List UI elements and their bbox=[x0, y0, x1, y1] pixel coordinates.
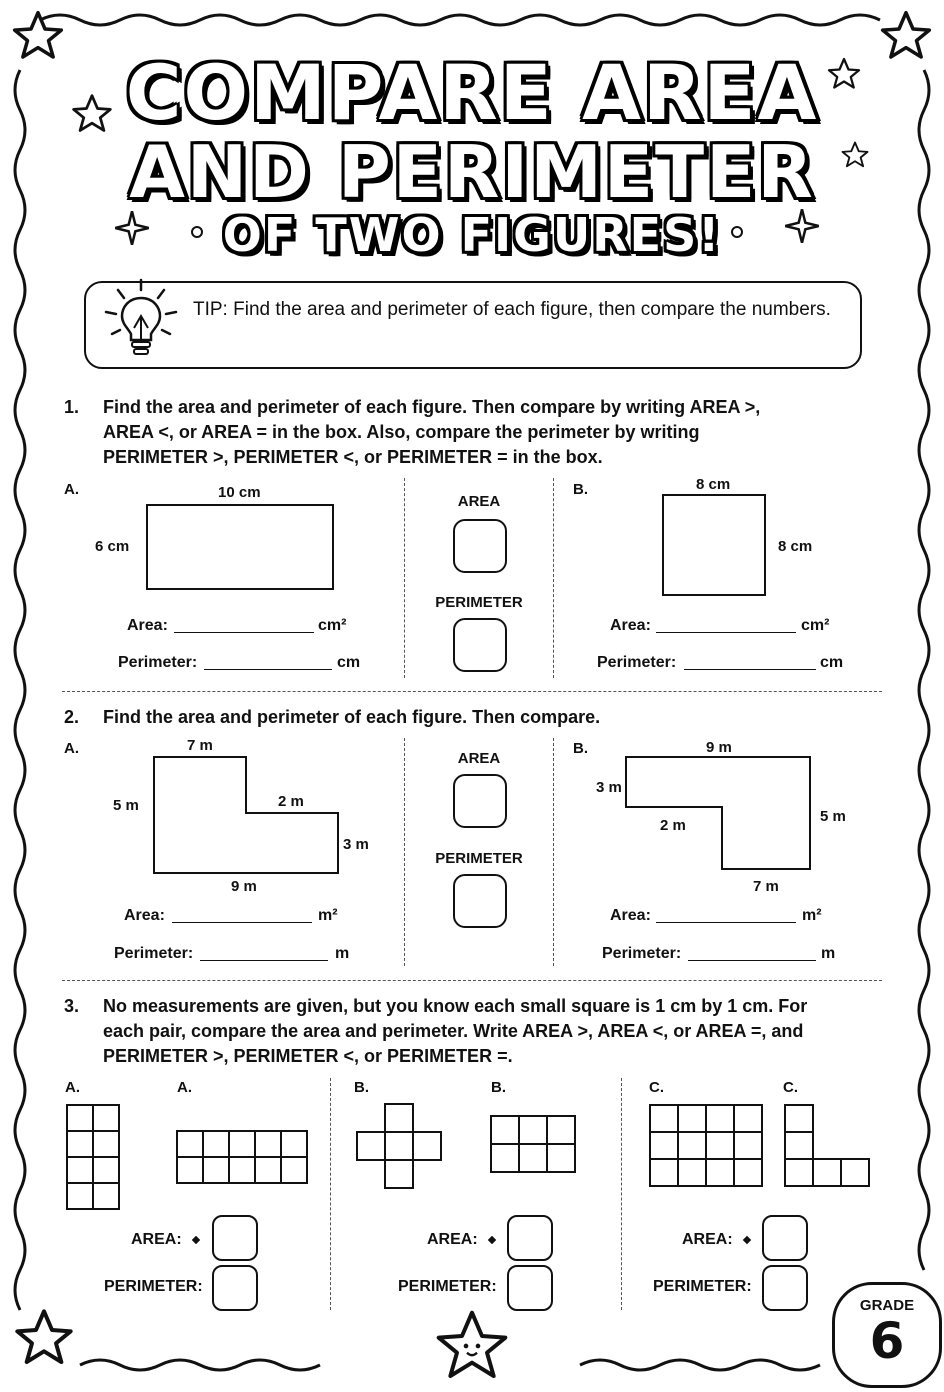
q1-area-answer-box[interactable] bbox=[453, 519, 507, 573]
q2-a-area-unit: m² bbox=[318, 907, 338, 924]
q1-a-side: 6 cm bbox=[95, 538, 130, 555]
q3-c-perim-label: PERIMETER: bbox=[653, 1278, 752, 1295]
q1-area-box-label: AREA bbox=[457, 493, 501, 510]
q2-a-step: 2 m bbox=[278, 793, 304, 810]
q2-a-perim-blank[interactable] bbox=[200, 960, 328, 961]
q3-b-perim-label: PERIMETER: bbox=[398, 1278, 497, 1295]
q2-b-perim-label: Perimeter: bbox=[602, 945, 682, 962]
q3-pair-a-right-label: A. bbox=[177, 1079, 192, 1096]
q2-area-answer-box[interactable] bbox=[453, 774, 507, 828]
q3-b-left-grid bbox=[356, 1103, 442, 1189]
q3-b-perim-box[interactable] bbox=[507, 1265, 553, 1311]
q3-a-perim-label: PERIMETER: bbox=[104, 1278, 203, 1295]
q3-pair-b-left-label: B. bbox=[354, 1079, 369, 1096]
title-line-2: AND PERIMETER bbox=[129, 130, 815, 214]
q2-b-right: 5 m bbox=[820, 808, 846, 825]
q1-b-perim-unit: cm bbox=[820, 654, 844, 671]
q1-a-perim-label: Perimeter: bbox=[118, 654, 198, 671]
q1-a-area-unit: cm² bbox=[318, 617, 347, 634]
q3-c-left-grid bbox=[649, 1104, 763, 1188]
q2-a-area-label: Area: bbox=[124, 907, 165, 924]
q3-b-area-box[interactable] bbox=[507, 1215, 553, 1261]
section-divider bbox=[62, 980, 882, 981]
title-line-1: COMPARE AREA bbox=[125, 48, 819, 137]
q1-b-area-blank[interactable] bbox=[656, 632, 796, 633]
q2-b-bottom: 7 m bbox=[753, 878, 779, 895]
q1-text: Find the area and perimeter of each figure. Then compare by writing AREA >, AREA <, or AREA = in the box. Also, compare the perimeter by writing PERIMETER >, PERIMETER <, or PERIMETER = in the box. bbox=[103, 397, 761, 467]
q3-pair-c-left-label: C. bbox=[649, 1079, 664, 1096]
q3-b-right-grid bbox=[490, 1115, 578, 1173]
q3-number: 3. bbox=[64, 996, 80, 1016]
q2-a-perim-unit: m bbox=[335, 945, 350, 962]
q3-b-area-label: AREA: bbox=[427, 1231, 478, 1248]
q2-a-bottom: 9 m bbox=[231, 878, 257, 895]
q3-c-area-box[interactable] bbox=[762, 1215, 808, 1261]
q2-b-area-label: Area: bbox=[610, 907, 651, 924]
q1-a-perim-unit: cm bbox=[337, 654, 361, 671]
star-icon bbox=[12, 1306, 76, 1370]
divider bbox=[621, 1078, 622, 1310]
q2-b-area-blank[interactable] bbox=[656, 922, 796, 923]
q3-a-right-grid bbox=[176, 1130, 310, 1186]
q2-a-perim-label: Perimeter: bbox=[114, 945, 194, 962]
q3-a-left-grid bbox=[66, 1104, 122, 1210]
q2-b-perim-unit: m bbox=[821, 945, 836, 962]
q2-a-top: 7 m bbox=[187, 737, 213, 754]
q3-pair-a-left-label: A. bbox=[65, 1079, 80, 1096]
section-divider bbox=[62, 691, 882, 692]
q2-a-area-blank[interactable] bbox=[172, 922, 312, 923]
q1-b-top: 8 cm bbox=[696, 476, 731, 493]
q2-a-left: 5 m bbox=[113, 797, 139, 814]
q1-b-square bbox=[662, 494, 766, 596]
q1-a-area-blank[interactable] bbox=[174, 632, 314, 633]
q1-number: 1. bbox=[64, 397, 80, 417]
q1-b-perim-blank[interactable] bbox=[684, 669, 816, 670]
grade-label: GRADE bbox=[859, 1297, 915, 1314]
lightbulb-icon bbox=[100, 276, 182, 362]
q1-a-area-label: Area: bbox=[127, 617, 168, 634]
q3-a-area-label: AREA: bbox=[131, 1231, 182, 1248]
q1-a-top: 10 cm bbox=[218, 484, 261, 501]
q3-pair-b-right-label: B. bbox=[491, 1079, 506, 1096]
q2-number: 2. bbox=[64, 707, 80, 727]
q3-c-right-grid bbox=[784, 1104, 870, 1188]
q2-text: Find the area and perimeter of each figure. Then compare. bbox=[103, 707, 601, 727]
q3-c-perim-box[interactable] bbox=[762, 1265, 808, 1311]
q2-b-area-unit: m² bbox=[802, 907, 822, 924]
q2-area-box-label: AREA bbox=[457, 750, 501, 767]
q3-text: No measurements are given, but you know each small square is 1 cm by 1 cm. For each pair, compare the area and perimeter. Write AREA >, AREA <, or AREA =, and PERIMETER >, PERIMETER <, or PERIMETER =. bbox=[103, 996, 808, 1066]
q1-a-label: A. bbox=[64, 481, 79, 498]
tip-text: TIP: Find the area and perimeter of each figure, then compare the numbers. bbox=[193, 299, 831, 320]
title-line-3: OF TWO FIGURES! bbox=[222, 208, 722, 262]
q1-b-area-unit: cm² bbox=[801, 617, 830, 634]
q2-a-l-shape bbox=[150, 755, 370, 879]
q1-perim-box-label: PERIMETER bbox=[435, 594, 523, 611]
q2-a-right: 3 m bbox=[343, 836, 369, 853]
q1-b-area-label: Area: bbox=[610, 617, 651, 634]
q3-a-perim-box[interactable] bbox=[212, 1265, 258, 1311]
q2-b-top: 9 m bbox=[706, 739, 732, 756]
q2-b-left: 3 m bbox=[596, 779, 622, 796]
q1-b-perim-label: Perimeter: bbox=[597, 654, 677, 671]
q2-a-label: A. bbox=[64, 740, 79, 757]
divider bbox=[330, 1078, 331, 1310]
q1-perim-answer-box[interactable] bbox=[453, 618, 507, 672]
q2-b-step: 2 m bbox=[660, 817, 686, 834]
q3-c-area-label: AREA: bbox=[682, 1231, 733, 1248]
q2-perim-answer-box[interactable] bbox=[453, 874, 507, 928]
q2-perim-box-label: PERIMETER bbox=[435, 850, 523, 867]
q1-b-label: B. bbox=[573, 481, 588, 498]
grade-badge bbox=[832, 1282, 942, 1388]
tip-box bbox=[84, 281, 862, 369]
q2-b-perim-blank[interactable] bbox=[688, 960, 816, 961]
smiling-star-icon bbox=[432, 1306, 512, 1386]
q2-b-l-shape bbox=[622, 755, 818, 875]
q3-pair-c-right-label: C. bbox=[783, 1079, 798, 1096]
q3-a-area-box[interactable] bbox=[212, 1215, 258, 1261]
grade-number: 6 bbox=[869, 1312, 905, 1370]
q1-b-side: 8 cm bbox=[778, 538, 813, 555]
q2-b-label: B. bbox=[573, 740, 588, 757]
q1-a-rectangle bbox=[146, 504, 334, 590]
q1-a-perim-blank[interactable] bbox=[204, 669, 332, 670]
